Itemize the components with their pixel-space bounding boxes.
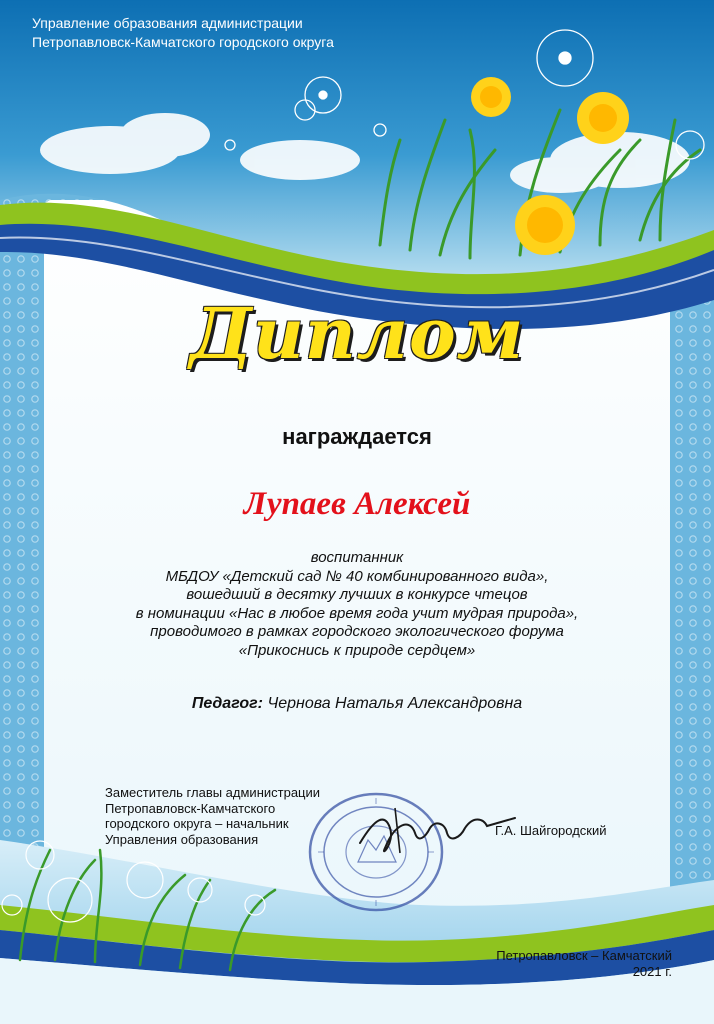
signatory-line: городского округа – начальник xyxy=(105,816,289,831)
signatory-line: Заместитель главы администрации xyxy=(105,785,321,800)
teacher-line xyxy=(0,695,714,713)
description-line: «Прикоснись к природе сердцем» xyxy=(238,641,476,659)
description-line: МБДОУ «Детский сад № 40 комбинированного вида», xyxy=(165,567,549,585)
signatory-position xyxy=(105,785,320,847)
diploma-title-text: Диплом xyxy=(189,292,525,375)
description-line: в номинации «Нас в любое время года учит мудрая природа», xyxy=(135,604,579,622)
award-description xyxy=(80,549,634,660)
diploma-title xyxy=(0,292,714,382)
issuer-header xyxy=(32,14,334,52)
description-line: воспитанник xyxy=(310,549,404,566)
awarded-label: награждается xyxy=(282,424,432,449)
signatory-line: Петропавловск-Камчатского xyxy=(105,800,276,816)
signatory-line: Управления образования xyxy=(105,831,259,847)
signatory-name: Г.А. Шайгородский xyxy=(495,823,607,838)
description-line: вошедший в десятку лучших в конкурсе чтецов xyxy=(186,586,528,603)
recipient-name: Лупаев Алексей xyxy=(243,486,471,522)
teacher-label: Педагог: xyxy=(191,695,263,712)
description-line: проводимого в рамках городского экологического форума xyxy=(150,623,564,640)
issue-place-date xyxy=(440,948,672,980)
issue-year: 2021 г. xyxy=(632,964,672,979)
issuer-line-2: Петропавловск-Камчатского городского округа xyxy=(32,34,334,50)
teacher-name: Чернова Наталья Александровна xyxy=(267,695,523,712)
issue-city: Петропавловск – Камчатский xyxy=(496,948,672,963)
issuer-line-1: Управление образования администрации xyxy=(32,15,303,31)
